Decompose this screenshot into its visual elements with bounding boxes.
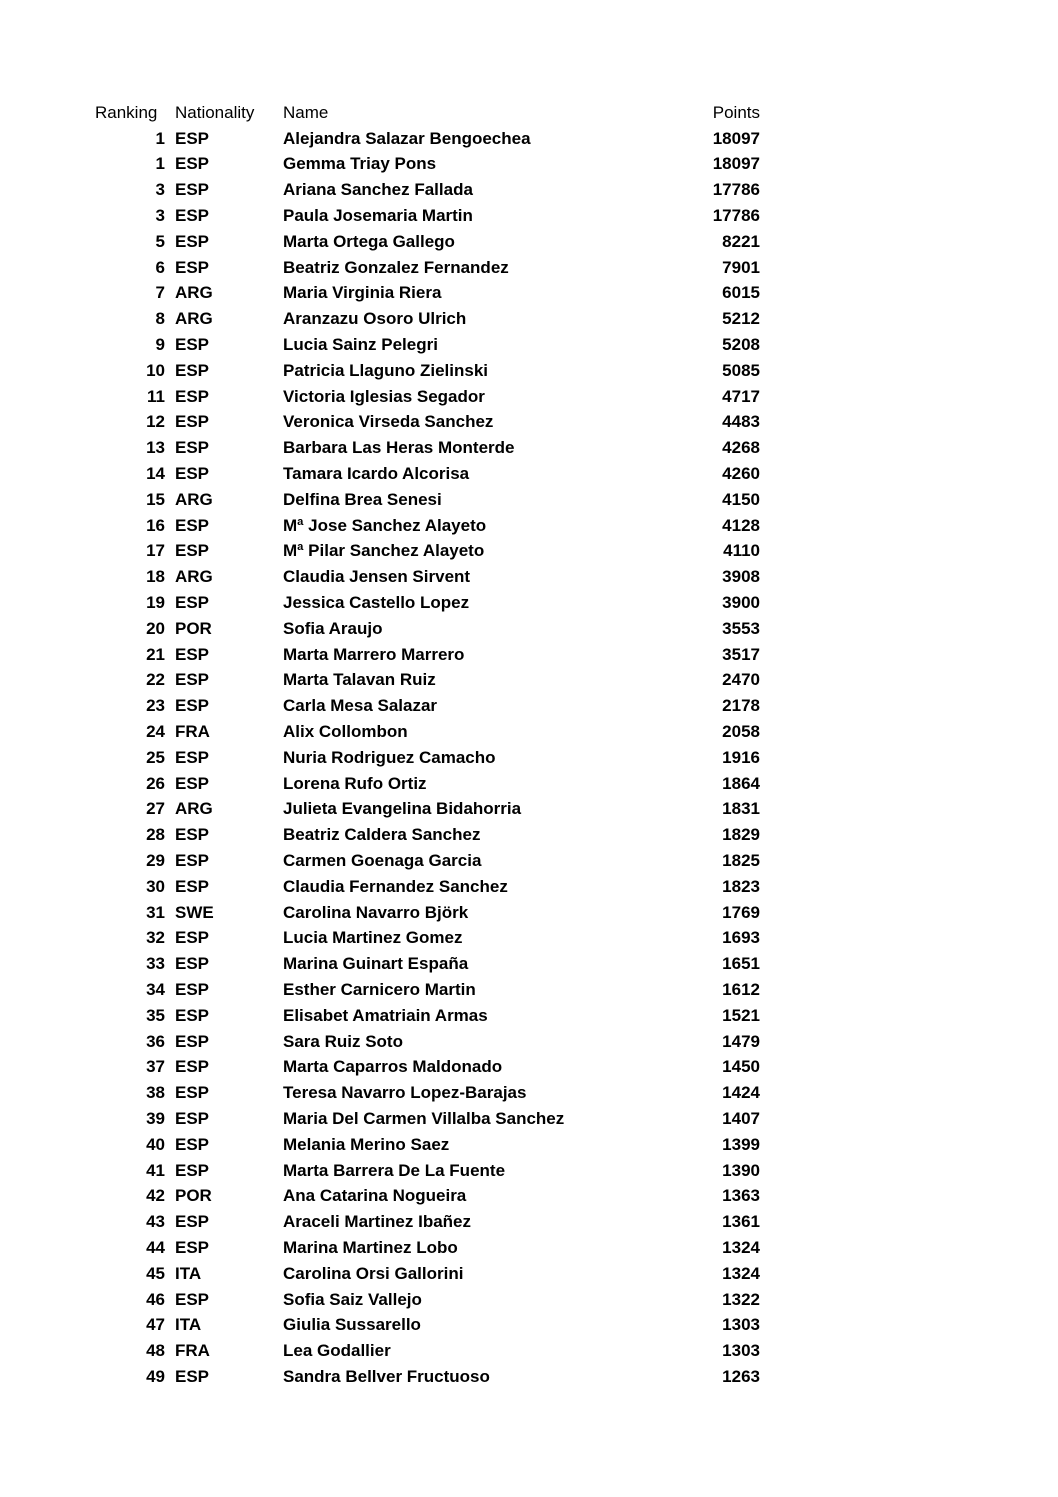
table-row <box>95 590 760 616</box>
points-cell: 18097 <box>712 154 760 174</box>
player-name-cell: Lucia Martinez Gomez <box>283 928 463 948</box>
nationality-cell: ESP <box>175 1108 210 1128</box>
player-name-cell: Araceli Martinez Ibañez <box>283 1212 472 1232</box>
table-row <box>95 152 760 178</box>
table-row <box>95 1106 760 1132</box>
points-cell: 1303 <box>722 1341 760 1361</box>
rank-cell: 49 <box>146 1366 165 1386</box>
rank-cell: 26 <box>146 773 165 793</box>
table-row <box>95 513 760 539</box>
nationality-cell: ESP <box>175 206 210 226</box>
player-name-cell: Marina Martinez Lobo <box>283 1237 458 1257</box>
points-cell: 6015 <box>722 283 760 303</box>
rank-cell: 42 <box>146 1186 165 1206</box>
rank-cell: 39 <box>146 1108 165 1128</box>
rank-cell: 46 <box>146 1289 165 1309</box>
table-row <box>95 642 760 668</box>
player-name-cell: Sara Ruiz Soto <box>283 1031 403 1051</box>
nationality-cell: ESP <box>175 1031 210 1051</box>
table-row <box>95 719 760 745</box>
table-row <box>95 900 760 926</box>
player-name-cell: Maria Del Carmen Villalba Sanchez <box>283 1108 565 1128</box>
table-row <box>95 1132 760 1158</box>
rank-cell: 5 <box>155 231 165 251</box>
rank-cell: 23 <box>146 696 165 716</box>
points-cell: 1769 <box>722 902 760 922</box>
table-row <box>95 255 760 281</box>
player-name-cell: Barbara Las Heras Monterde <box>283 438 515 458</box>
points-cell: 1263 <box>722 1366 760 1386</box>
table-row <box>95 1235 760 1261</box>
nationality-cell: ESP <box>175 851 210 870</box>
nationality-cell: ESP <box>175 954 210 974</box>
nationality-cell: ESP <box>175 128 210 148</box>
nationality-cell: ARG <box>175 283 213 303</box>
table-header-row <box>95 100 760 126</box>
points-cell: 3553 <box>722 618 760 638</box>
rank-cell: 12 <box>146 412 165 432</box>
points-cell: 1407 <box>722 1108 760 1128</box>
rank-cell: 3 <box>155 180 165 200</box>
player-name-cell: Marta Marrero Marrero <box>283 644 465 664</box>
player-name-cell: Elisabet Amatriain Armas <box>283 1005 488 1025</box>
table-row <box>95 616 760 642</box>
nationality-cell: ESP <box>175 1134 210 1154</box>
table-row <box>95 822 760 848</box>
player-name-cell: Melania Merino Saez <box>283 1134 450 1154</box>
nationality-cell: FRA <box>175 722 210 742</box>
rank-cell: 43 <box>146 1212 165 1232</box>
table-row <box>95 435 760 461</box>
nationality-cell: ARG <box>175 309 213 329</box>
player-name-cell: Mª Jose Sanchez Alayeto <box>283 515 487 535</box>
rank-cell: 37 <box>146 1057 165 1077</box>
points-cell: 3517 <box>722 644 760 664</box>
player-name-cell: Lea Godallier <box>283 1341 391 1361</box>
table-row <box>95 1312 760 1338</box>
points-cell: 1303 <box>722 1315 760 1335</box>
table-row <box>95 1364 760 1390</box>
table-row <box>95 1338 760 1364</box>
rank-cell: 40 <box>146 1134 165 1154</box>
player-name-cell: Marta Caparros Maldonado <box>283 1057 503 1077</box>
nationality-cell: ESP <box>175 773 210 793</box>
table-row <box>95 745 760 771</box>
points-cell: 4260 <box>722 464 760 484</box>
rank-cell: 1 <box>155 128 165 148</box>
table-row <box>95 797 760 823</box>
nationality-cell: ESP <box>175 515 210 535</box>
rank-cell: 29 <box>146 851 165 870</box>
table-row <box>95 951 760 977</box>
table-row <box>95 1003 760 1029</box>
points-cell: 5085 <box>722 360 760 380</box>
nationality-cell: POR <box>175 1186 212 1206</box>
player-name-cell: Carla Mesa Salazar <box>283 696 438 716</box>
nationality-cell: ESP <box>175 1237 210 1257</box>
nationality-cell: ESP <box>175 1057 210 1077</box>
rank-cell: 17 <box>146 541 165 561</box>
table-row <box>95 668 760 694</box>
table-row <box>95 358 760 384</box>
nationality-cell: ESP <box>175 1366 210 1386</box>
rank-cell: 25 <box>146 747 165 767</box>
rank-cell: 18 <box>146 567 165 587</box>
rank-cell: 19 <box>146 593 165 613</box>
points-cell: 1612 <box>722 979 760 999</box>
player-name-cell: Carolina Navarro Björk <box>283 902 469 922</box>
rank-cell: 38 <box>146 1083 165 1103</box>
table-row <box>95 1054 760 1080</box>
nationality-cell: ESP <box>175 696 210 716</box>
table-row <box>95 281 760 307</box>
rank-cell: 13 <box>146 438 165 458</box>
table-row <box>95 126 760 152</box>
header-points: Points <box>712 102 760 122</box>
points-cell: 1825 <box>722 851 760 870</box>
player-name-cell: Lorena Rufo Ortiz <box>283 773 427 793</box>
points-cell: 2058 <box>722 722 760 742</box>
player-name-cell: Carolina Orsi Gallorini <box>283 1263 464 1283</box>
nationality-cell: ESP <box>175 335 210 355</box>
points-cell: 2470 <box>722 670 760 690</box>
player-name-cell: Ana Catarina Nogueira <box>283 1186 467 1206</box>
points-cell: 4268 <box>722 438 760 458</box>
points-cell: 1450 <box>722 1057 760 1077</box>
rank-cell: 28 <box>146 825 165 845</box>
points-cell: 4110 <box>723 541 760 561</box>
player-name-cell: Alejandra Salazar Bengoechea <box>283 128 531 148</box>
table-row <box>95 332 760 358</box>
nationality-cell: ESP <box>175 386 210 406</box>
rank-cell: 10 <box>146 360 165 380</box>
points-cell: 1693 <box>722 928 760 948</box>
rank-cell: 35 <box>146 1005 165 1025</box>
table-row <box>95 977 760 1003</box>
rank-cell: 7 <box>155 283 165 303</box>
table-row <box>95 306 760 332</box>
player-name-cell: Lucia Sainz Pelegri <box>283 335 438 355</box>
table-row <box>95 848 760 874</box>
nationality-cell: ARG <box>175 567 213 587</box>
nationality-cell: ESP <box>175 1005 210 1025</box>
rank-cell: 44 <box>146 1237 165 1257</box>
rank-cell: 22 <box>146 670 165 690</box>
nationality-cell: ESP <box>175 180 210 200</box>
points-cell: 1399 <box>722 1134 760 1154</box>
table-row <box>95 693 760 719</box>
points-cell: 1324 <box>722 1263 760 1283</box>
player-name-cell: Tamara Icardo Alcorisa <box>283 464 470 484</box>
rank-cell: 41 <box>146 1160 165 1180</box>
table-row <box>95 926 760 952</box>
player-name-cell: Beatriz Caldera Sanchez <box>283 825 481 845</box>
player-name-cell: Sandra Bellver Fructuoso <box>283 1366 490 1386</box>
nationality-cell: ARG <box>175 489 213 509</box>
rank-cell: 8 <box>155 309 165 329</box>
player-name-cell: Sofia Saiz Vallejo <box>283 1289 422 1309</box>
player-name-cell: Maria Virginia Riera <box>283 283 442 303</box>
nationality-cell: ESP <box>175 1289 210 1309</box>
points-cell: 4483 <box>722 412 760 432</box>
player-name-cell: Teresa Navarro Lopez-Barajas <box>283 1083 527 1103</box>
table-row <box>95 564 760 590</box>
table-row <box>95 771 760 797</box>
points-cell: 1324 <box>722 1237 760 1257</box>
points-cell: 4128 <box>722 515 760 535</box>
points-cell: 17786 <box>712 180 760 200</box>
rank-cell: 11 <box>147 386 165 406</box>
table-row <box>95 487 760 513</box>
points-cell: 5208 <box>722 335 760 355</box>
rank-cell: 27 <box>146 799 165 819</box>
rank-cell: 9 <box>155 335 165 355</box>
player-name-cell: Claudia Fernandez Sanchez <box>283 876 508 896</box>
points-cell: 4717 <box>722 386 760 406</box>
player-name-cell: Julieta Evangelina Bidahorria <box>283 799 522 819</box>
table-row <box>95 1029 760 1055</box>
points-cell: 1864 <box>722 773 760 793</box>
nationality-cell: ESP <box>175 928 210 948</box>
player-name-cell: Esther Carnicero Martin <box>283 979 476 999</box>
nationality-cell: ESP <box>175 231 210 251</box>
player-name-cell: Carmen Goenaga Garcia <box>283 851 482 870</box>
points-cell: 1363 <box>722 1186 760 1206</box>
table-row <box>95 1080 760 1106</box>
points-cell: 7901 <box>722 257 760 277</box>
nationality-cell: ESP <box>175 644 210 664</box>
header-ranking: Ranking <box>95 102 158 122</box>
player-name-cell: Patricia Llaguno Zielinski <box>283 360 488 380</box>
player-name-cell: Mª Pilar Sanchez Alayeto <box>283 541 485 561</box>
nationality-cell: POR <box>175 618 212 638</box>
rank-cell: 20 <box>146 618 165 638</box>
points-cell: 5212 <box>722 309 760 329</box>
player-name-cell: Claudia Jensen Sirvent <box>283 567 471 587</box>
player-name-cell: Ariana Sanchez Fallada <box>283 180 473 200</box>
player-name-cell: Aranzazu Osoro Ulrich <box>283 309 467 329</box>
points-cell: 1823 <box>722 876 760 896</box>
points-cell: 1831 <box>722 799 760 819</box>
rank-cell: 33 <box>146 954 165 974</box>
player-name-cell: Paula Josemaria Martin <box>283 206 473 226</box>
points-cell: 3900 <box>722 593 760 613</box>
player-name-cell: Marta Ortega Gallego <box>283 231 455 251</box>
player-ranking-table <box>95 100 760 1390</box>
table-row <box>95 1209 760 1235</box>
nationality-cell: ESP <box>175 1083 210 1103</box>
points-cell: 1829 <box>722 825 760 845</box>
points-cell: 1479 <box>722 1031 760 1051</box>
nationality-cell: ESP <box>175 1160 210 1180</box>
rank-cell: 47 <box>146 1315 165 1335</box>
rank-cell: 45 <box>146 1263 165 1283</box>
nationality-cell: ARG <box>175 799 213 819</box>
rank-cell: 48 <box>146 1341 165 1361</box>
nationality-cell: ESP <box>175 464 210 484</box>
nationality-cell: ESP <box>175 257 210 277</box>
table-row <box>95 1261 760 1287</box>
points-cell: 1322 <box>722 1289 760 1309</box>
nationality-cell: ITA <box>175 1263 202 1283</box>
player-name-cell: Veronica Virseda Sanchez <box>283 412 494 432</box>
rank-cell: 36 <box>146 1031 165 1051</box>
player-name-cell: Victoria Iglesias Segador <box>283 386 485 406</box>
points-cell: 1424 <box>722 1083 760 1103</box>
player-name-cell: Marta Talavan Ruiz <box>283 670 436 690</box>
player-name-cell: Giulia Sussarello <box>283 1315 421 1335</box>
nationality-cell: ESP <box>175 747 210 767</box>
points-cell: 1916 <box>722 747 760 767</box>
nationality-cell: ESP <box>175 360 210 380</box>
player-name-cell: Jessica Castello Lopez <box>283 593 470 613</box>
points-cell: 1361 <box>722 1212 760 1232</box>
rank-cell: 30 <box>146 876 165 896</box>
nationality-cell: ITA <box>175 1315 202 1335</box>
nationality-cell: ESP <box>175 1212 210 1232</box>
nationality-cell: FRA <box>175 1341 210 1361</box>
player-name-cell: Alix Collombon <box>283 722 408 742</box>
player-name-cell: Delfina Brea Senesi <box>283 489 442 509</box>
table-row <box>95 461 760 487</box>
nationality-cell: SWE <box>175 902 214 922</box>
rank-cell: 24 <box>146 722 165 742</box>
table-row <box>95 384 760 410</box>
player-name-cell: Marina Guinart España <box>283 954 469 974</box>
nationality-cell: ESP <box>175 154 210 174</box>
nationality-cell: ESP <box>175 979 210 999</box>
table-row <box>95 1158 760 1184</box>
table-row <box>95 410 760 436</box>
header-name: Name <box>283 102 329 122</box>
nationality-cell: ESP <box>175 670 210 690</box>
points-cell: 18097 <box>712 128 760 148</box>
player-name-cell: Beatriz Gonzalez Fernandez <box>283 257 509 277</box>
rank-cell: 6 <box>155 257 165 277</box>
rank-cell: 14 <box>146 464 165 484</box>
table-row <box>95 229 760 255</box>
nationality-cell: ESP <box>175 825 210 845</box>
table-row <box>95 1183 760 1209</box>
points-cell: 1521 <box>722 1005 760 1025</box>
nationality-cell: ESP <box>175 541 210 561</box>
player-name-cell: Marta Barrera De La Fuente <box>283 1160 506 1180</box>
points-cell: 1651 <box>722 954 760 974</box>
rank-cell: 1 <box>155 154 165 174</box>
table-row <box>95 177 760 203</box>
nationality-cell: ESP <box>175 438 210 458</box>
rank-cell: 15 <box>146 489 165 509</box>
rank-cell: 31 <box>146 902 165 922</box>
rank-cell: 16 <box>146 515 165 535</box>
player-name-cell: Sofia Araujo <box>283 618 383 638</box>
player-name-cell: Nuria Rodriguez Camacho <box>283 747 496 767</box>
table-row <box>95 874 760 900</box>
table-row <box>95 203 760 229</box>
points-cell: 3908 <box>722 567 760 587</box>
table-row <box>95 539 760 565</box>
nationality-cell: ESP <box>175 412 210 432</box>
rank-cell: 21 <box>146 644 165 664</box>
nationality-cell: ESP <box>175 593 210 613</box>
player-name-cell: Gemma Triay Pons <box>283 154 437 174</box>
points-cell: 2178 <box>722 696 760 716</box>
rank-cell: 3 <box>155 206 165 226</box>
points-cell: 1390 <box>722 1160 760 1180</box>
points-cell: 8221 <box>722 231 760 251</box>
header-nationality: Nationality <box>175 102 255 122</box>
points-cell: 17786 <box>712 206 760 226</box>
rank-cell: 32 <box>146 928 165 948</box>
table-row <box>95 1287 760 1313</box>
points-cell: 4150 <box>722 489 760 509</box>
rank-cell: 34 <box>146 979 165 999</box>
nationality-cell: ESP <box>175 876 210 896</box>
